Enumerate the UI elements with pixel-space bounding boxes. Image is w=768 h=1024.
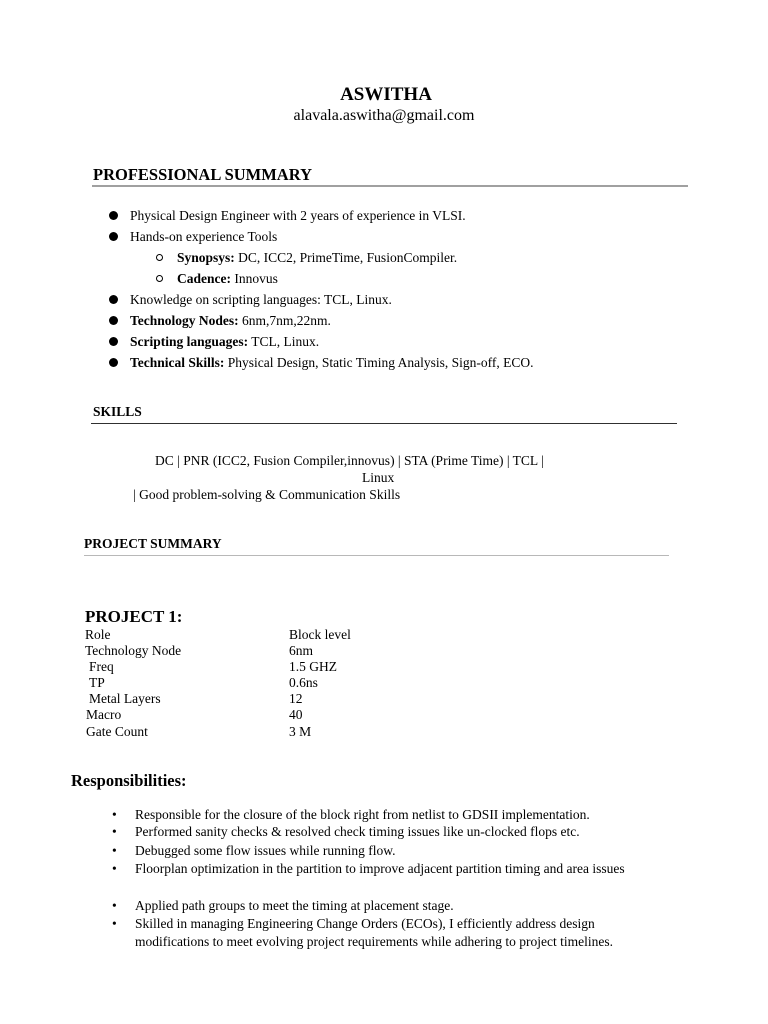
- project-row-value: 6nm: [289, 643, 314, 658]
- skills-heading: SKILLS: [93, 404, 142, 419]
- summary-subitem: [177, 271, 278, 287]
- responsibility-item: Performed sanity checks & resolved check timing issues like un-clocked flops etc.: [135, 824, 580, 839]
- professional-summary-heading: PROFESSIONAL SUMMARY: [93, 165, 312, 184]
- summary-item-label: Technology Nodes:: [130, 313, 239, 328]
- project-summary-heading: PROJECT SUMMARY: [84, 536, 222, 551]
- project-row-value: 1.5 GHZ: [289, 659, 337, 674]
- summary-subitem: [177, 250, 457, 266]
- responsibility-item: Responsible for the closure of the block right from netlist to GDSII implementation.: [135, 807, 590, 822]
- project-row-value: 0.6ns: [289, 675, 318, 690]
- summary-item-text: Physical Design, Static Timing Analysis, Sign-off, ECO.: [224, 355, 534, 370]
- project-summary-divider: [84, 555, 669, 556]
- bullet-icon: •: [112, 861, 117, 876]
- summary-item-text: Physical Design Engineer with 2 years of experience in VLSI.: [130, 208, 466, 223]
- filled-bullet-icon: [109, 232, 118, 241]
- filled-bullet-icon: [109, 358, 118, 367]
- skills-divider: [91, 423, 677, 424]
- bullet-icon: •: [112, 916, 117, 931]
- bullet-icon: •: [112, 898, 117, 913]
- filled-bullet-icon: [109, 295, 118, 304]
- responsibility-item: Debugged some flow issues while running flow.: [135, 843, 396, 858]
- summary-item-text: DC, ICC2, PrimeTime, FusionCompiler.: [234, 250, 458, 265]
- bullet-icon: •: [112, 807, 117, 822]
- project-row-label: Metal Layers: [89, 691, 161, 706]
- project-row-value: 12: [289, 691, 303, 706]
- project-row-label: Role: [85, 627, 111, 642]
- summary-item-text: Hands-on experience Tools: [130, 229, 278, 244]
- summary-item: [130, 355, 534, 371]
- summary-item-text: 6nm,7nm,22nm.: [238, 313, 331, 328]
- project-row-label: Technology Node: [85, 643, 182, 658]
- filled-bullet-icon: [109, 316, 118, 325]
- hollow-bullet-icon: [156, 254, 163, 261]
- responsibility-item: Applied path groups to meet the timing at placement stage.: [135, 898, 454, 913]
- summary-item-text: Knowledge on scripting languages: TCL, Linux.: [130, 292, 392, 307]
- project-row-value: Block level: [289, 627, 351, 642]
- project-row-label: Gate Count: [86, 724, 148, 739]
- responsibility-item: Skilled in managing Engineering Change Orders (ECOs), I efficiently address design modifications to meet evolving project requirements while adhering to project timelines.: [135, 916, 613, 949]
- hollow-bullet-icon: [156, 275, 163, 282]
- project-row-label: Freq: [89, 659, 114, 674]
- bullet-icon: •: [112, 843, 117, 858]
- skills-line-3: | Good problem-solving & Communication Skills: [133, 487, 401, 502]
- bullet-icon: •: [112, 824, 117, 839]
- filled-bullet-icon: [109, 211, 118, 220]
- summary-item: [130, 313, 331, 329]
- summary-item-label: Technical Skills:: [130, 355, 225, 370]
- summary-item-label: Scripting languages:: [130, 334, 249, 349]
- summary-item-text: TCL, Linux.: [248, 334, 320, 349]
- responsibilities-heading: Responsibilities:: [71, 771, 187, 790]
- project-row-label: Macro: [86, 707, 122, 722]
- resume-name: ASWITHA: [340, 84, 432, 105]
- summary-item: [130, 292, 392, 308]
- summary-item: [130, 334, 319, 350]
- project-1-heading: PROJECT 1:: [85, 607, 183, 626]
- professional-summary-divider: [92, 185, 688, 187]
- responsibility-item: Floorplan optimization in the partition to improve adjacent partition timing and area issues: [135, 861, 625, 876]
- project-row-value: 3 M: [289, 724, 312, 739]
- summary-item: [130, 229, 277, 245]
- summary-item-label: Synopsys:: [177, 250, 235, 265]
- project-row-value: 40: [289, 707, 303, 722]
- project-row-label: TP: [89, 675, 105, 690]
- summary-item-label: Cadence:: [177, 271, 231, 286]
- filled-bullet-icon: [109, 337, 118, 346]
- skills-line-2: Linux: [362, 470, 395, 485]
- email-address: alavala.aswitha@gmail.com: [293, 107, 475, 124]
- summary-item-text: Innovus: [231, 271, 278, 286]
- summary-item: [130, 208, 466, 224]
- skills-line-1: DC | PNR (ICC2, Fusion Compiler,innovus) | STA (Prime Time) | TCL |: [155, 453, 544, 468]
